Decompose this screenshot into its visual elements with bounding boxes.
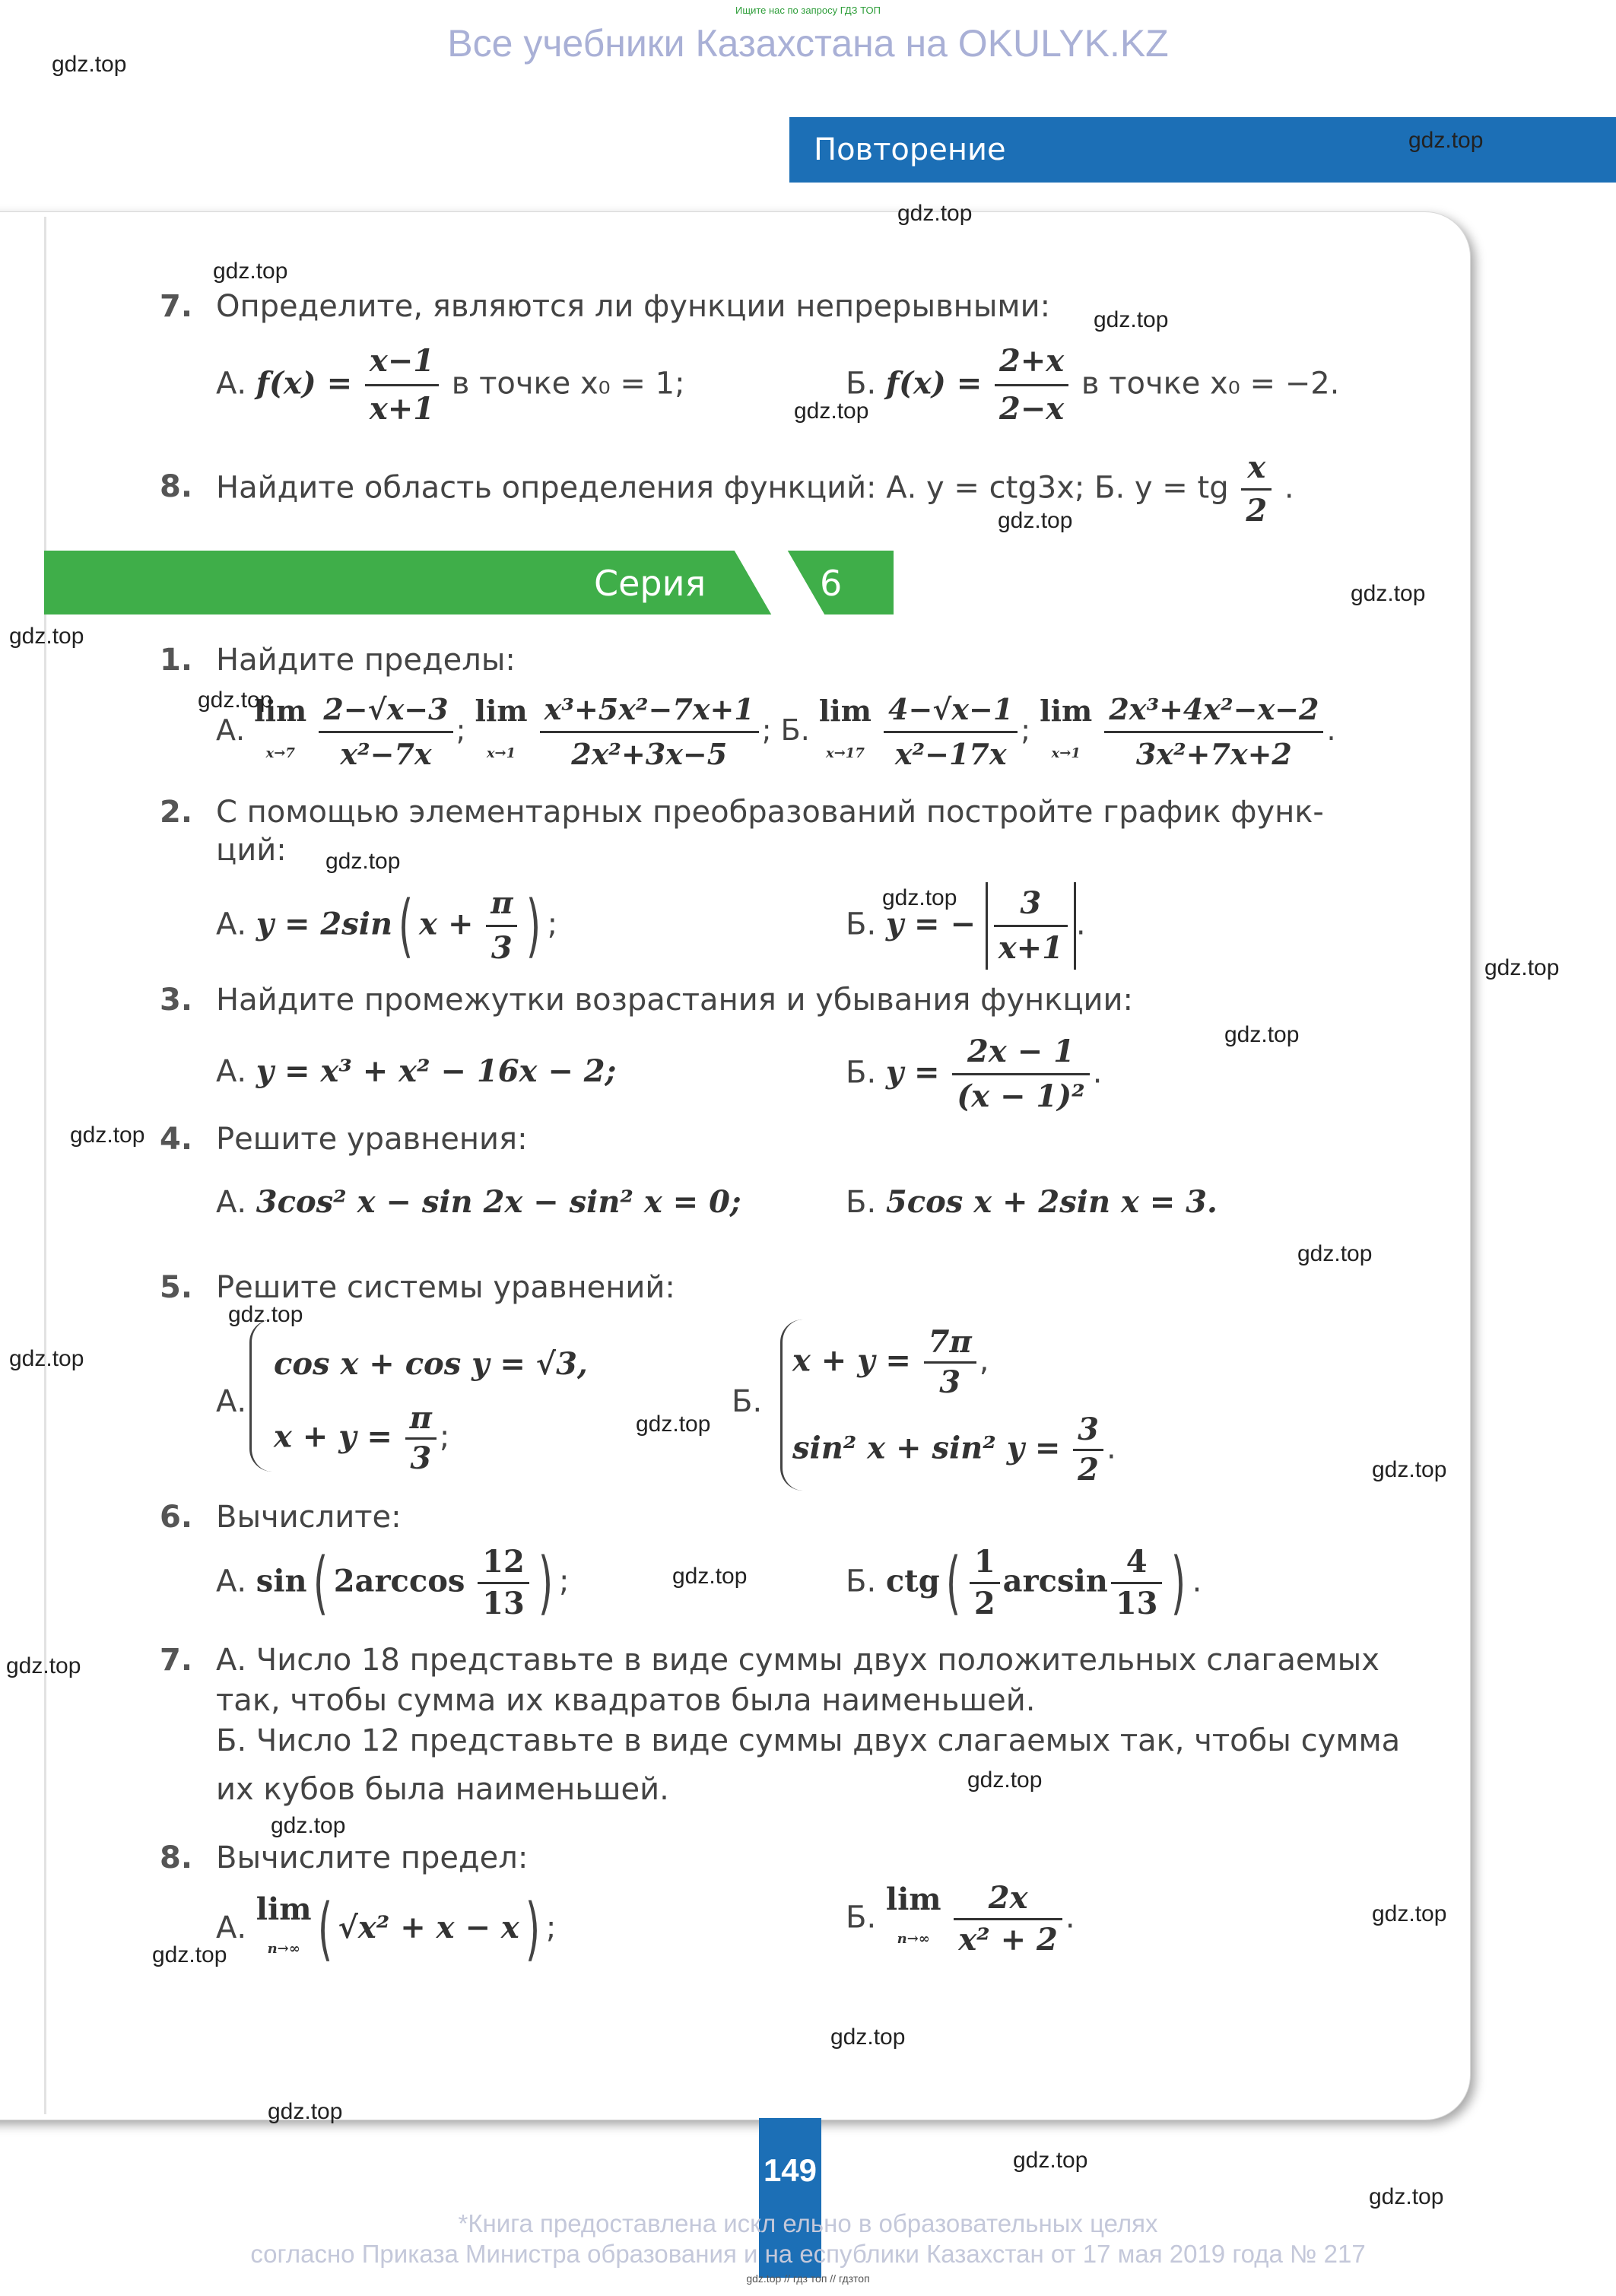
watermark: gdz.top bbox=[9, 1346, 84, 1371]
p2-a-fraction-den: 3 bbox=[491, 930, 513, 966]
p8-b: Б. lim n→∞ $\frac{2x}{\text{x² + 2}}$ . bbox=[846, 1878, 1075, 1960]
review-q7-a-denominator: x+1 bbox=[369, 391, 435, 427]
p8-a-open-paren: ( bbox=[317, 1889, 332, 1969]
p1-fraction-1-num: 2−√x−3 bbox=[319, 688, 452, 733]
p3-a bbox=[216, 1053, 616, 1089]
p5-b-fraction-2-den: 2 bbox=[1078, 1452, 1099, 1488]
p1-fraction-2-num: x³+5x²−7x+1 bbox=[540, 688, 759, 733]
p5-a-equation-1: cos x + cos y = √3, bbox=[274, 1346, 588, 1382]
review-q7-a-func: f(x) = bbox=[256, 365, 353, 402]
watermark: gdz.top bbox=[998, 508, 1073, 533]
p5-b-fraction-2 bbox=[1073, 1411, 1103, 1489]
p5-b-fraction-1-num: 7π bbox=[924, 1323, 976, 1364]
p5-b-fraction-1 bbox=[924, 1323, 976, 1402]
p3-b-fraction-den: (x − 1)² bbox=[957, 1078, 1085, 1114]
p6-a-fraction-num: 12 bbox=[478, 1542, 529, 1584]
p8-a-limit bbox=[256, 1890, 312, 1969]
p3-b-label: Б. bbox=[846, 1055, 877, 1091]
review-q7-a-label: А. bbox=[216, 366, 247, 402]
p5-b-fraction-2-num: 3 bbox=[1073, 1411, 1103, 1451]
p2-a-close-paren: ) bbox=[526, 885, 541, 966]
p1-limit-1-lim: lim bbox=[254, 693, 307, 728]
p6-b-close-paren: ) bbox=[1171, 1542, 1186, 1623]
watermark: gdz.top bbox=[213, 259, 288, 284]
p2-b-label: Б. bbox=[846, 907, 877, 942]
p6-number: 6. bbox=[160, 1500, 193, 1535]
p8-b-fraction-den: x² + 2 bbox=[958, 1922, 1058, 1958]
watermark: gdz.top bbox=[198, 688, 273, 713]
p3-b-fraction bbox=[952, 1031, 1089, 1118]
p3-b: Б. y = $\frac{2x - 1}{\text{(x − 1)²}}$ . bbox=[846, 1031, 1102, 1118]
p1-fraction-4-den: 3x²+7x+2 bbox=[1135, 737, 1292, 771]
review-q8-fraction bbox=[1241, 447, 1272, 532]
review-q7-b-tail: в точке x₀ = −2. bbox=[1081, 366, 1340, 402]
p1-fraction-2 bbox=[540, 688, 759, 776]
p1-limit-2-under: x→1 bbox=[486, 745, 516, 761]
p1-fraction-2-den: 2x²+3x−5 bbox=[571, 737, 728, 771]
p4-b-expr: 5cos x + 2sin x = 3. bbox=[885, 1184, 1218, 1220]
series-bar bbox=[44, 551, 894, 614]
p5-text: Решите системы уравнений: bbox=[216, 1270, 675, 1305]
p5-a-fraction bbox=[405, 1399, 437, 1478]
p1-fraction-3-num: 4−√x−1 bbox=[884, 688, 1018, 733]
card-margin-line bbox=[44, 217, 46, 2114]
p5-a-label: А. bbox=[216, 1384, 247, 1419]
watermark: gdz.top bbox=[794, 399, 869, 424]
review-q8 bbox=[216, 447, 1294, 532]
p2-a-fraction bbox=[486, 882, 517, 970]
watermark: gdz.top bbox=[1351, 581, 1426, 606]
p1-limit-4-lim: lim bbox=[1040, 693, 1093, 728]
watermark: gdz.top bbox=[1094, 307, 1169, 332]
p7-line3: Б. Число 12 представьте в виде суммы двух слагаемых так, чтобы сумма bbox=[216, 1723, 1401, 1758]
p5-b-equation-1: x + y = bbox=[792, 1342, 911, 1379]
p5-b-equation-2: sin² x + sin² y = bbox=[792, 1430, 1061, 1466]
review-q7-a-fraction bbox=[365, 338, 439, 432]
review-q8-denominator: 2 bbox=[1246, 493, 1268, 529]
p5-a-equation-2: x + y = bbox=[274, 1418, 392, 1455]
watermark: gdz.top bbox=[228, 1302, 303, 1327]
review-q8-numerator: x bbox=[1241, 447, 1272, 491]
p6-a-open-paren: ( bbox=[313, 1542, 328, 1623]
p2-b-fraction-den: x+1 bbox=[998, 930, 1063, 966]
p5-b-label: Б. bbox=[732, 1384, 763, 1419]
section-header-label: Повторение bbox=[814, 132, 1006, 167]
watermark: gdz.top bbox=[271, 1813, 346, 1838]
watermark: gdz.top bbox=[1484, 955, 1560, 980]
p7-number: 7. bbox=[160, 1643, 193, 1678]
p6-a-label: А. bbox=[216, 1564, 247, 1599]
p2-b: Б. y = − $\frac{3}{x+1}$ . bbox=[846, 882, 1086, 970]
watermark: gdz.top bbox=[1408, 128, 1484, 153]
watermark: gdz.top bbox=[6, 1653, 81, 1678]
page-number: 149 bbox=[763, 2152, 818, 2188]
review-q7-b bbox=[846, 338, 1339, 432]
section-header-bar bbox=[789, 117, 1616, 183]
p2-number: 2. bbox=[160, 795, 193, 830]
p6-b-fraction-2 bbox=[1111, 1542, 1163, 1624]
p6-text: Вычислите: bbox=[216, 1500, 402, 1535]
watermark: gdz.top bbox=[882, 885, 957, 910]
watermark: gdz.top bbox=[70, 1123, 145, 1148]
p4-a bbox=[216, 1184, 741, 1220]
p1-fraction-4-num: 2x³+4x²−x−2 bbox=[1104, 688, 1323, 733]
p8-a-limit-lim: lim bbox=[256, 1891, 312, 1927]
p1-b-label: Б. bbox=[780, 713, 810, 747]
p4-b bbox=[846, 1184, 1218, 1220]
p2-b-absolute bbox=[986, 882, 1076, 970]
p2-a-expr: y = 2sin bbox=[256, 906, 393, 942]
p7-line1: А. Число 18 представьте в виде суммы двух положительных слагаемых bbox=[216, 1643, 1379, 1678]
p1-number: 1. bbox=[160, 643, 193, 678]
review-q7-number: 7. bbox=[160, 289, 193, 324]
p6-a: А. sin( 2arccos $\frac{12}{13}$ ) ; bbox=[216, 1542, 570, 1623]
p6-b: Б. ctg( $\frac{1}{2}$ arcsin $\frac{4}{13}$ ) . bbox=[846, 1542, 1202, 1623]
p8-text: Вычислите предел: bbox=[216, 1840, 529, 1875]
p2-a: А. y = 2sin( x + $\frac{\pi}{3}$ ) ; bbox=[216, 882, 557, 970]
watermark: gdz.top bbox=[325, 849, 401, 874]
watermark: gdz.top bbox=[967, 1767, 1043, 1793]
p2-b-expr: y = − bbox=[885, 906, 976, 942]
p8-a-close-paren: ) bbox=[525, 1889, 540, 1969]
p4-b-label: Б. bbox=[846, 1185, 877, 1220]
p1-fraction-4 bbox=[1104, 688, 1323, 776]
watermark: gdz.top bbox=[1013, 2148, 1088, 2173]
p6-b-open-paren: ( bbox=[945, 1542, 960, 1623]
p5-number: 5. bbox=[160, 1270, 193, 1305]
review-q7-b-fraction bbox=[995, 338, 1068, 432]
p8-a-limit-under: n→∞ bbox=[267, 1941, 300, 1957]
p6-b-fraction-1-den: 2 bbox=[973, 1586, 995, 1621]
p2-text-line1: С помощью элементарных преобразований постройте график функ- bbox=[216, 795, 1324, 830]
p8-b-label: Б. bbox=[846, 1900, 877, 1936]
p1-limit-2 bbox=[475, 690, 527, 775]
p8-number: 8. bbox=[160, 1840, 193, 1875]
p1-limit-3 bbox=[819, 690, 871, 775]
p6-b-expr: ctg bbox=[885, 1563, 940, 1599]
review-q7-b-func: f(x) = bbox=[885, 365, 983, 402]
watermark: gdz.top bbox=[268, 2099, 343, 2124]
p6-b-fraction-1-num: 1 bbox=[970, 1542, 1000, 1584]
p1-fraction-3-den: x²−17x bbox=[894, 737, 1007, 771]
p2-a-open-paren: ( bbox=[398, 885, 414, 966]
site-top-note: Ищите нас по запросу ГДЗ ТОП bbox=[735, 5, 881, 16]
p3-b-fraction-num: 2x − 1 bbox=[952, 1031, 1089, 1075]
p3-number: 3. bbox=[160, 983, 193, 1018]
watermark: gdz.top bbox=[52, 52, 127, 77]
p6-a-fraction bbox=[478, 1542, 529, 1624]
p2-a-fraction-num: π bbox=[486, 882, 517, 927]
watermark: gdz.top bbox=[152, 1942, 227, 1967]
p3-b-expr: y = bbox=[885, 1054, 940, 1091]
p5-b-fraction-1-den: 3 bbox=[939, 1364, 961, 1400]
watermark: gdz.top bbox=[1372, 1901, 1447, 1926]
watermark: gdz.top bbox=[1372, 1457, 1447, 1482]
p1-text: Найдите пределы: bbox=[216, 643, 516, 678]
p1-expressions: А. lim x→7 $\frac{2-√x-3}{\text{x²−7x}}$ ; lim x→1 $\frac{\text{x³+5x²−7x+1}}{\text{2x²+3x−5}}$ ; Б. lim x→17 $\frac{4-√x-1}{\text{x²−17x}}$ ; lim x→1 $\frac{\text{2x³+4x²−x−2}}{\text{3x²+7x+2}}$ . bbox=[216, 688, 1336, 776]
watermark: gdz.top bbox=[1224, 1022, 1300, 1047]
p8-a: А. lim n→∞ ( √x² + x − x) ; bbox=[216, 1889, 557, 1969]
p8-b-limit-lim: lim bbox=[885, 1881, 941, 1917]
p7-line4: их кубов была наименьшей. bbox=[216, 1772, 669, 1807]
p6-b-fraction-1 bbox=[970, 1542, 1000, 1624]
p1-limit-1-under: x→7 bbox=[265, 745, 295, 761]
p2-a-inner: x + bbox=[419, 906, 474, 942]
p6-b-mid: arcsin bbox=[1002, 1563, 1108, 1599]
p8-a-inner: √x² + x − x bbox=[338, 1910, 519, 1945]
p4-a-expr: 3cos² x − sin 2x − sin² x = 0; bbox=[256, 1184, 741, 1220]
p5-a-fraction-num: π bbox=[405, 1399, 437, 1440]
p6-b-fraction-2-num: 4 bbox=[1111, 1542, 1163, 1584]
p3-a-label: А. bbox=[216, 1054, 247, 1089]
p1-fraction-1 bbox=[319, 688, 452, 776]
p5-a-line2: x + y = $\frac{\pi}{3}$ ; bbox=[274, 1400, 450, 1476]
review-q7-b-denominator: 2−x bbox=[998, 391, 1065, 427]
p7-line2: так, чтобы сумма их квадратов была наименьшей. bbox=[216, 1683, 1036, 1718]
p6-b-label: Б. bbox=[846, 1564, 877, 1599]
review-q7-a-tail: в точке x₀ = 1; bbox=[451, 366, 685, 402]
p3-text: Найдите промежутки возрастания и убывания функции: bbox=[216, 983, 1134, 1018]
p2-b-fraction-num: 3 bbox=[994, 882, 1068, 927]
p5-a-fraction-den: 3 bbox=[410, 1440, 432, 1476]
p1-fraction-1-den: x²−7x bbox=[340, 737, 432, 771]
site-title[interactable]: Все учебники Казахстана на OKULYK.KZ bbox=[447, 22, 1169, 65]
watermark: gdz.top bbox=[636, 1412, 711, 1437]
review-q8-tail: . bbox=[1284, 470, 1294, 506]
watermark: gdz.top bbox=[9, 624, 84, 649]
footer-line-1: *Книга предоставлена искл ельно в образовательных целях bbox=[458, 2209, 1158, 2237]
p6-a-fraction-den: 13 bbox=[482, 1586, 525, 1621]
p8-b-fraction bbox=[954, 1878, 1062, 1960]
review-q7-b-label: Б. bbox=[846, 366, 877, 402]
watermark: gdz.top bbox=[830, 2024, 906, 2050]
p1-limit-2-lim: lim bbox=[475, 693, 528, 728]
p1-limit-3-lim: lim bbox=[818, 693, 871, 728]
review-q7-a-numerator: x−1 bbox=[365, 338, 439, 386]
series-divider bbox=[735, 551, 824, 614]
footer-small: gdz.top // гдз топ // гдзтоп bbox=[746, 2272, 870, 2285]
p1-a-label: А. bbox=[216, 713, 246, 747]
review-q8-number: 8. bbox=[160, 469, 193, 504]
p1-fraction-3 bbox=[884, 688, 1018, 776]
p5-a-line1 bbox=[274, 1346, 588, 1382]
p6-b-fraction-2-den: 13 bbox=[1115, 1586, 1158, 1621]
p8-b-fraction-num: 2x bbox=[954, 1878, 1062, 1920]
p5-a-brace bbox=[249, 1319, 275, 1472]
p5-b-line1: x + y = $\frac{7\pi}{3}$ , bbox=[792, 1324, 989, 1400]
series-number: 6 bbox=[820, 563, 843, 604]
p8-a-label: А. bbox=[216, 1910, 247, 1945]
p2-a-label: А. bbox=[216, 907, 247, 942]
p1-limit-4-under: x→1 bbox=[1051, 745, 1081, 761]
watermark: gdz.top bbox=[1297, 1241, 1373, 1266]
watermark: gdz.top bbox=[897, 201, 973, 226]
p8-b-limit-under: n→∞ bbox=[897, 1930, 930, 1947]
p2-text-line2: ций: bbox=[216, 833, 287, 868]
p1-limit-4 bbox=[1040, 690, 1092, 775]
p2-b-fraction bbox=[994, 882, 1068, 970]
p6-a-inner: 2arccos bbox=[333, 1563, 465, 1599]
review-q7-b-numerator: 2+x bbox=[995, 338, 1068, 386]
p3-a-expr: y = x³ + x² − 16x − 2; bbox=[256, 1053, 617, 1089]
review-q7-a bbox=[216, 338, 685, 432]
p1-limit-3-under: x→17 bbox=[825, 745, 865, 761]
review-q8-text: Найдите область определения функций: А. y = ctg3x; Б. y = tg bbox=[216, 470, 1229, 506]
watermark: gdz.top bbox=[672, 1564, 748, 1589]
p4-text: Решите уравнения: bbox=[216, 1122, 528, 1157]
series-label: Серия bbox=[594, 563, 706, 604]
p4-number: 4. bbox=[160, 1122, 193, 1157]
footer-line-2: согласно Приказа Министра образования и на еспублики Казахстан от 17 мая 2019 года № 217 bbox=[250, 2240, 1366, 2268]
p6-a-expr: sin bbox=[256, 1563, 307, 1599]
p8-b-limit bbox=[886, 1880, 941, 1959]
p4-a-label: А. bbox=[216, 1185, 247, 1220]
p5-b-line2: sin² x + sin² y = $\frac{3}{2}$ . bbox=[792, 1412, 1116, 1488]
p6-a-close-paren: ) bbox=[538, 1542, 554, 1623]
watermark: gdz.top bbox=[1369, 2184, 1444, 2209]
review-q7-text: Определите, являются ли функции непрерывными: bbox=[216, 289, 1051, 324]
